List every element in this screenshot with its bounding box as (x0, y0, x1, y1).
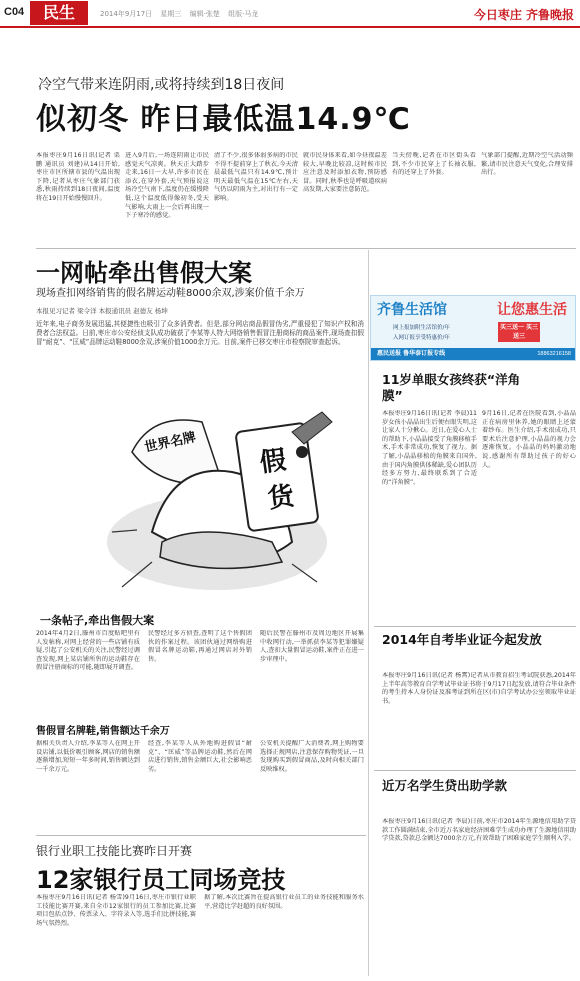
story3-body: 本报枣庄9月16日讯(记者 李晨)11岁女孩小晶晶出生后便右眼失明,这让家人十分揪心。近日,在爱心人士的帮助下,小晶晶接受了角膜移植手术,手术非常成功,恢复了视力。据了解,小晶晶移植的角膜来自国外,由于国内角膜供体稀缺,爱心团队历经多方努力,最终联系到了合适的“洋角膜”。 (382, 410, 477, 486)
illus-label-2: 假 (258, 445, 288, 479)
page-number: C04 (4, 6, 25, 18)
story2-col-c: 随后民警在滕州市及周边地区开展集中收网行动,一举抓获李某等犯罪嫌疑人,查扣大量假冒运动鞋,案件正在进一步审理中。 (260, 630, 364, 663)
story1-col-2: 进入9月后,一场连阴雨让市民感觉天气凉爽。秋天正大踏步走来,16日一大早,许多市民在添衣,在穿外套,天气预报说这场冷空气南下,温度仍在缓慢降低,这个温度低得像初冬,受天气影响,大雨上一会后再出现一下子寒冷的感觉。 (125, 152, 209, 220)
story4-body: 本报枣庄9月16日讯(记者 杨霄)记者从市教育招生考试院获悉,2014年上半年高等教育自学考试毕业证书将于9月17日起发放,请符合毕业条件的考生持本人身份证及准考证到所在区(市)自学考试办公室领取毕业证书。 (382, 672, 576, 705)
divider (36, 248, 576, 249)
divider (374, 770, 576, 771)
column-divider (368, 250, 369, 976)
illus-label-3: 货 (266, 481, 296, 515)
section-tag: 民生 (30, 1, 88, 25)
ad-footer-bar: 惠民送报 鲁华泰订报专线 (371, 348, 575, 360)
story2-subhead: 售假冒名牌鞋,销售额达千余万 (36, 726, 170, 737)
divider (374, 626, 576, 627)
story1-col-3: 清了不少,很多体弱多病的市民不得不提前穿上了秋衣,今天清晨最低气温只有14.9℃,预计明天最低气温在15℃左右,天气仍以阴雨为主,对出行有一定影响。 (214, 152, 298, 202)
page-header (0, 0, 580, 28)
advertisement-banner[interactable] (370, 295, 576, 361)
story2-col-e: 经查,李某等人从外地购进假冒“耐克”、“匡威”等品牌运动鞋,然后在网店进行销售,销售金额巨大,社会影响恶劣。 (148, 740, 252, 773)
ad-line-2: 入网订报享受特惠价/年 (393, 335, 450, 341)
story1-headline: 似初冬 昨日最低温14.9℃ (36, 102, 411, 137)
story2-col-d: 据相关负责人介绍,李某等人在网上开设店铺,以低价吸引顾客,网店的销售额逐渐增加,短短一年多时间,销售额达到一千余万元。 (36, 740, 140, 773)
story6-body: 本报枣庄9月16日讯(记者 李晨)日前,枣庄市2014年生源地信用助学贷款工作圆满结束,全市近万名家庭经济困难学生成功办理了生源地信用助学贷款,贷款总金额达7000余万元,有效帮助了困难家庭学生顺利入学。 (382, 818, 576, 843)
newspaper-brand: 今日枣庄 齐鲁晚报 (473, 8, 574, 22)
story2-col-b: 民警经过多方侦查,查明了这个售假团伙的作案过程。该团伙通过网络购进假冒名牌运动鞋,再通过网店对外销售。 (148, 630, 252, 663)
story2-col-f: 公安机关提醒广大消费者,网上购物要选择正规网店,注意保存购物凭证,一旦发现购买到假冒商品,及时向相关部门反映维权。 (260, 740, 364, 773)
story3-headline: 11岁单眼女孩终获“洋角膜” (382, 372, 521, 403)
story5-kicker: 银行业职工技能比赛昨日开赛 (36, 844, 193, 858)
story5-body: 本报枣庄9月16日讯(记者 杨雪)9月16日,枣庄市银行业职工技能比赛开赛,来自全市12家银行的员工参加比赛,比赛项目包括点钞、传票录入、字符录入等,选手们比拼技能,赛场气氛热烈。 (36, 894, 196, 927)
story2-byline: 本报见习记者 梁令洋 本报通讯员 赵德友 杨坤 (36, 307, 168, 315)
story1-col-1: 本报枣庄9月16日讯(记者 栗鹏 通讯员 刘建)从14日开始,枣庄市区所辖市县的气温出现下降,记者从枣庄气象部门获悉,秋雨持续到18日夜间,温度将在19日开始慢慢回升。 (36, 152, 120, 202)
story5-headline: 12家银行员工同场竞技 (36, 866, 286, 894)
story2-kicker: 现场查扣网络销售的假名牌运动鞋8000余双,涉案价值千余万 (36, 288, 305, 299)
story1-col-5: 当天傍晚,记者在市区街头看到,不少市民穿上了长袖衣服,有的还穿上了外套。 (392, 152, 476, 177)
story4-headline: 2014年自考毕业证今起发放 (382, 632, 542, 647)
story2-lead: 近年来,电子商务发展迅猛,其便捷性也吸引了众多消费者。但是,部分网店商品假冒伪劣,严重侵犯了知识产权和消费者合法权益。日前,枣庄市公安经侦支队成功破获了李某等人特大网络销售假冒注册商标的商品案件,现场查扣假冒“耐克”、“匡威”品牌运动鞋8000余双,涉案价值1000余万元。目前,案件已移交枣庄市检察院审查起诉。 (36, 320, 364, 346)
story1-kicker: 冷空气带来连阴雨,或将持续到18日夜间 (38, 77, 285, 93)
ad-title: 齐鲁生活馆 (377, 302, 447, 318)
story2-col-a: 2014年4月2日,滕州市百度贴吧里有人发帖称,对网上经营的一些店铺有质疑,引起了公安机关的关注,民警经过调查发现,网上某店铺所售的运动鞋存在假冒注册商标的可能,随即展开调查。 (36, 630, 140, 672)
story5-body-2: 据了解,本次比赛旨在提高银行业员工的业务技能和服务水平,营造比学赶超的良好氛围。 (204, 894, 364, 910)
story6-headline: 近万名学生贷出助学款 (382, 778, 508, 793)
illus-label-1: 世界名牌 (143, 430, 198, 456)
divider (36, 835, 366, 836)
issue-meta: 2014年9月17日 星期三 编辑·张楚 组版·马龙 (100, 10, 259, 18)
illustration-caption: 一条帖子,牵出售假大案 (40, 614, 155, 627)
cartoon-illustration (92, 392, 342, 602)
story2-headline: 一网帖牵出售假大案 (36, 259, 252, 287)
ad-phone: 18863216158 (537, 351, 571, 357)
story3-body-2: 9月16日,记者在医院看到,小晶晶正在病房里休养,她的眼睛上还蒙着纱布。医生介绍,手术很成功,只要术后注意护理,小晶晶的视力会逐渐恢复。小晶晶的妈妈激动地说,感谢所有帮助过孩子的好心人。 (482, 410, 576, 469)
ad-title-2: 让您惠生活 (497, 302, 567, 318)
story1-col-4: 就市民身体来看,如今昼夜温差较大,早晚比较凉,这时候市民应注意及时添加衣物,预防感冒。同时,秋季也是呼吸道疾病高发期,大家要注意防范。 (303, 152, 387, 194)
ad-badge: 买三送一 买三送三 (499, 324, 539, 340)
story1-col-6: 气象部门提醒,近期冷空气活动频繁,请市民注意天气变化,合理安排出行。 (481, 152, 573, 177)
ad-line-1: 网上报加附生活馆价/年 (393, 325, 450, 331)
